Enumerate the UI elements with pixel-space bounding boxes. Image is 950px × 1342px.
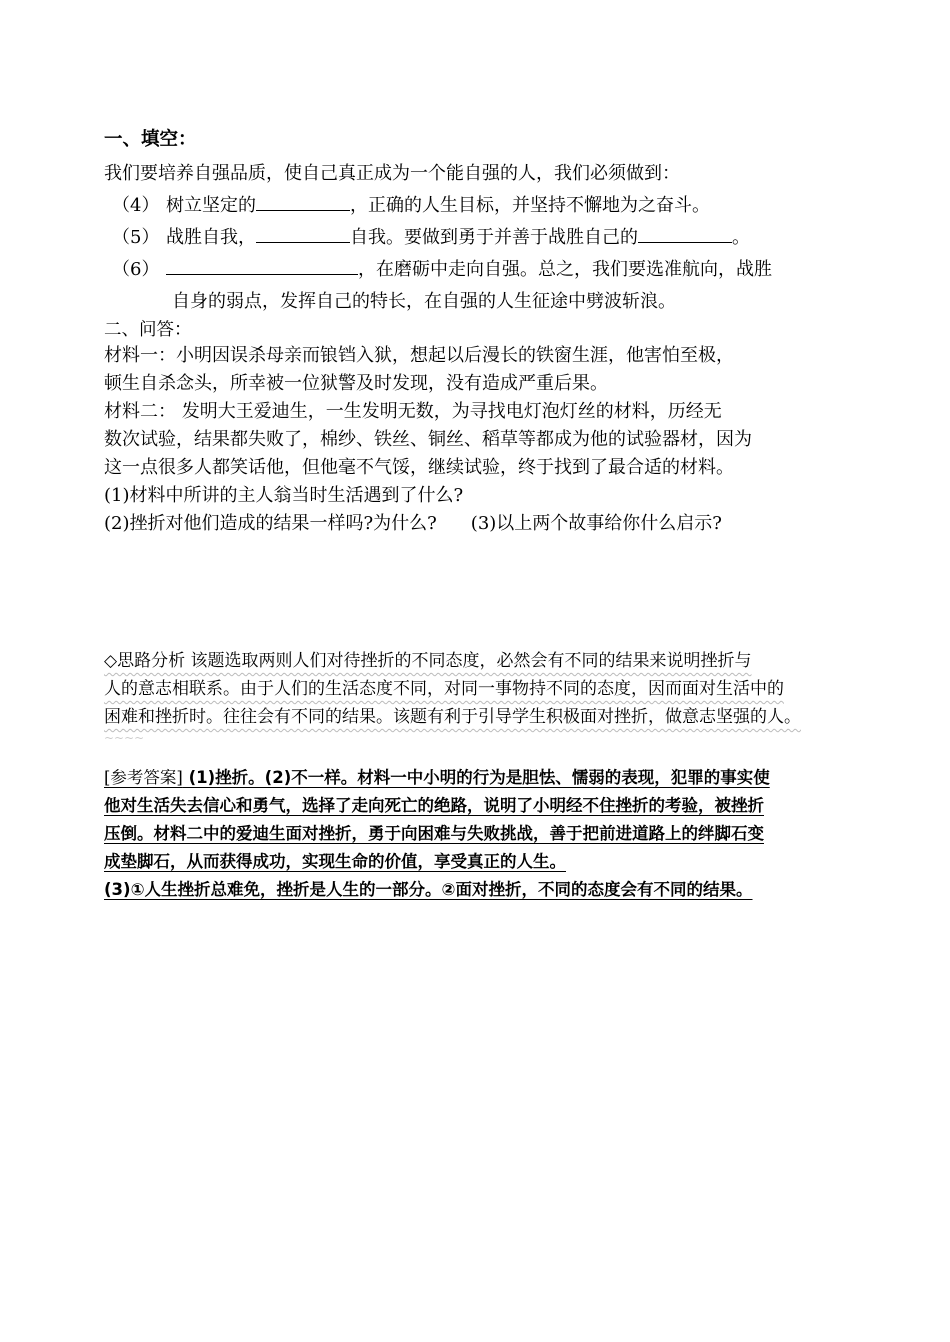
fill-item-6 [104,254,864,286]
item-text: 。 [732,227,750,248]
item-number: （6） [112,259,160,280]
answer-blank[interactable] [256,192,350,211]
answer-block [104,764,864,904]
fill-item-6-continued: 自身的弱点，发挥自己的特长，在自强的人生征途中劈波斩浪。 [172,291,676,312]
analysis-line: ◇思路分析 该题选取两则人们对待挫折的不同态度，必然会有不同的结果来说明挫折与 [104,651,752,671]
item-text: 自我。要做到勇于并善于战胜自己的 [350,227,638,248]
section1-heading: 一、填空： [104,129,197,150]
worksheet [104,126,864,538]
answer-label: [参考答案] [104,768,183,787]
item-text: 树立坚定的 [166,195,256,216]
section1-intro: 我们要培养自强品质，使自己真正成为一个能自强的人，我们必须做到： [104,163,680,184]
answer-line: 压倒。材料二中的爱迪生面对挫折，勇于向困难与失败挑战，善于把前进道路上的绊脚石变 [104,824,764,843]
wavy-mark: ~~~~ [104,731,145,745]
material2-line: 材料二： 发明大王爱迪生，一生发明无数，为寻找电灯泡灯丝的材料，历经无 [104,401,722,422]
questions-2-3 [104,510,864,538]
answer-blank[interactable] [638,224,732,243]
analysis-line: 人的意志相联系。由于人们的生活态度不同，对同一事物持不同的态度，因而面对生活中的 [104,679,784,699]
answer-blank[interactable] [256,224,350,243]
answer-line: 成垫脚石，从而获得成功，实现生命的价值，享受真正的人生。 [104,852,566,871]
answer-blank[interactable] [166,256,358,275]
analysis-block [104,647,874,745]
item-text: ，在磨砺中走向自强。总之，我们要选准航向，战胜 [358,259,772,280]
item-number: （4） [112,195,160,216]
item-text: ，正确的人生目标，并坚持不懈地为之奋斗。 [350,195,710,216]
material2-line: 这一点很多人都笑话他，但他毫不气馁，继续试验，终于找到了最合适的材料。 [104,457,734,478]
item-number: （5） [112,227,160,248]
question-1: (1)材料中所讲的主人翁当时生活遇到了什么? [104,485,464,506]
question-2: (2)挫折对他们造成的结果一样吗?为什么? [104,513,437,534]
answer-line: (1)挫折。(2)不一样。材料一中小明的行为是胆怯、懦弱的表现，犯罪的事实使 [182,768,770,787]
section2-heading: 二、问答： [104,320,192,340]
fill-item-5 [104,222,864,254]
item-text: 战胜自我， [166,227,256,248]
analysis-line: 困难和挫折时。往往会有不同的结果。该题有利于引导学生积极面对挫折，做意志坚强的人。 [104,707,801,727]
question-3: (3)以上两个故事给你什么启示? [470,513,722,534]
fill-item-4 [104,190,864,222]
material1-line: 顿生自杀念头，所幸被一位狱警及时发现，没有造成严重后果。 [104,373,608,394]
material2-line: 数次试验，结果都失败了，棉纱、铁丝、铜丝、稻草等都成为他的试验器材，因为 [104,429,752,450]
answer-line: 他对生活失去信心和勇气，选择了走向死亡的绝路，说明了小明经不住挫折的考验，被挫折 [104,796,764,815]
material1-line: 材料一：小明因误杀母亲而锒铛入狱，想起以后漫长的铁窗生涯，他害怕至极， [104,345,734,366]
answer-line: (3)①人生挫折总难免，挫折是人生的一部分。②面对挫折，不同的态度会有不同的结果。 [104,880,753,899]
